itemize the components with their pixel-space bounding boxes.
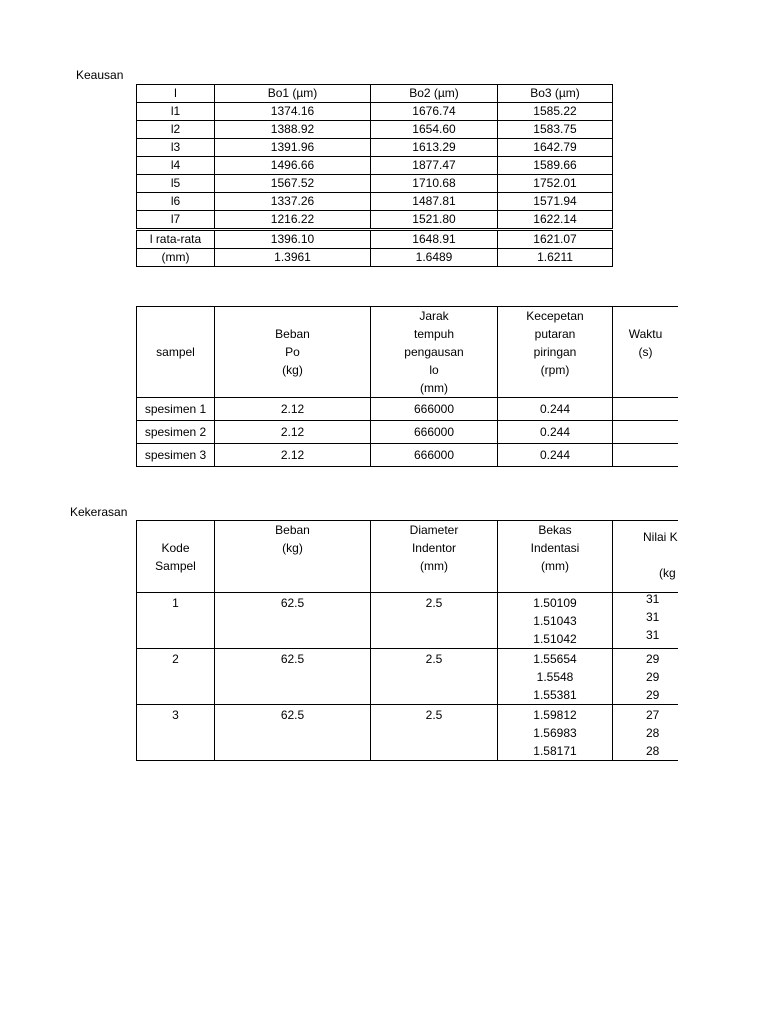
value-line: 28 bbox=[646, 726, 660, 740]
header-cell: l bbox=[137, 85, 215, 103]
header-line: Beban bbox=[275, 327, 310, 341]
header-cell-nilai bbox=[613, 521, 679, 593]
header-line: Jarak bbox=[419, 309, 449, 323]
table-cell: 666000 bbox=[371, 421, 498, 444]
table-cell: 2.12 bbox=[215, 421, 371, 444]
table-cell: 62.5 bbox=[215, 705, 371, 761]
value-line: 1.5548 bbox=[536, 670, 574, 684]
table-cell: 1622.14 bbox=[498, 211, 613, 230]
header-line: Kode bbox=[161, 540, 190, 555]
header-line: tempuh bbox=[413, 327, 455, 341]
table-cell bbox=[613, 398, 679, 421]
table-cell: 1.3961 bbox=[215, 249, 371, 267]
header-line: lo bbox=[429, 363, 439, 377]
header-line: pengausan bbox=[404, 345, 464, 359]
value-line: 31 bbox=[646, 628, 660, 642]
table-cell: l6 bbox=[137, 193, 215, 211]
table-header-row bbox=[137, 521, 679, 593]
table-row bbox=[137, 157, 613, 175]
table-cell bbox=[613, 421, 679, 444]
table-cell bbox=[613, 444, 679, 467]
wear-section-label: Keausan bbox=[76, 68, 124, 82]
value-line: 29 bbox=[646, 670, 660, 684]
table-cell: 0.244 bbox=[498, 421, 613, 444]
header-line: putaran bbox=[534, 327, 576, 341]
table-row bbox=[137, 398, 679, 421]
table-cell: 1 bbox=[137, 593, 215, 649]
header-line: Diameter bbox=[409, 523, 459, 537]
header-cell-beban bbox=[215, 521, 371, 593]
table-row bbox=[137, 103, 613, 121]
hardness-section-label: Kekerasan bbox=[70, 505, 128, 519]
table-cell: 1.6211 bbox=[498, 249, 613, 267]
value-line: 1.51043 bbox=[533, 614, 577, 628]
table-cell: 1648.91 bbox=[371, 230, 498, 249]
millimeter-row bbox=[137, 249, 613, 267]
header-line: Bekas bbox=[538, 523, 572, 537]
table-cell bbox=[498, 705, 613, 761]
table-row bbox=[137, 175, 613, 193]
table-cell: 1877.47 bbox=[371, 157, 498, 175]
value-line: 29 bbox=[646, 688, 660, 702]
header-line: Indentor bbox=[411, 541, 457, 555]
average-row bbox=[137, 230, 613, 249]
header-cell-jarak bbox=[371, 307, 498, 398]
table-cell: 1567.52 bbox=[215, 175, 371, 193]
header-line: (kg) bbox=[282, 363, 303, 377]
header-cell-bekas bbox=[498, 521, 613, 593]
header-cell-beban bbox=[215, 307, 371, 398]
table-cell: spesimen 2 bbox=[137, 421, 215, 444]
table-row bbox=[137, 121, 613, 139]
header-cell: Bo1 (µm) bbox=[215, 85, 371, 103]
value-line: 1.59812 bbox=[533, 708, 577, 722]
header-line: Beban bbox=[275, 523, 310, 537]
header-line: Waktu bbox=[628, 327, 663, 341]
table-cell: 2 bbox=[137, 649, 215, 705]
value-line: 31 bbox=[646, 592, 660, 606]
value-line: 1.58171 bbox=[533, 744, 577, 758]
table-cell: 1391.96 bbox=[215, 139, 371, 157]
table-cell: 1585.22 bbox=[498, 103, 613, 121]
value-line: 1.51042 bbox=[533, 632, 577, 646]
table-cell: l2 bbox=[137, 121, 215, 139]
table-cell: l1 bbox=[137, 103, 215, 121]
table-row bbox=[137, 193, 613, 211]
table-cell: 0.244 bbox=[498, 444, 613, 467]
table-header-row bbox=[137, 307, 679, 398]
table-cell: 1589.66 bbox=[498, 157, 613, 175]
header-line: Po bbox=[285, 345, 300, 359]
header-line: Kecepetan bbox=[526, 309, 584, 323]
hardness-table bbox=[136, 520, 679, 761]
value-line: 1.55654 bbox=[533, 652, 577, 666]
table-cell: spesimen 1 bbox=[137, 398, 215, 421]
header-line: Indentasi bbox=[530, 541, 580, 555]
table-cell: 1337.26 bbox=[215, 193, 371, 211]
table-cell: 62.5 bbox=[215, 649, 371, 705]
table-cell bbox=[613, 649, 679, 705]
table-cell: 1388.92 bbox=[215, 121, 371, 139]
table-row bbox=[137, 421, 679, 444]
specimen-table bbox=[136, 306, 679, 467]
table-cell: 1676.74 bbox=[371, 103, 498, 121]
table-cell: 1710.68 bbox=[371, 175, 498, 193]
table-row bbox=[137, 211, 613, 230]
table-cell: 2.12 bbox=[215, 444, 371, 467]
header-line: Sampel bbox=[155, 558, 196, 573]
header-line: (kg) bbox=[282, 541, 303, 555]
value-line: 31 bbox=[646, 610, 660, 624]
table-header-row bbox=[137, 85, 613, 103]
header-cell: Bo2 (µm) bbox=[371, 85, 498, 103]
header-line: (mm) bbox=[541, 559, 569, 573]
table-cell bbox=[613, 705, 679, 761]
table-cell bbox=[498, 649, 613, 705]
table-cell: l rata-rata bbox=[137, 230, 215, 249]
table-cell: 1.6489 bbox=[371, 249, 498, 267]
table-cell: 3 bbox=[137, 705, 215, 761]
table-row bbox=[137, 649, 679, 705]
table-cell bbox=[498, 593, 613, 649]
header-cell-sampel bbox=[137, 307, 215, 398]
header-line: (mm) bbox=[420, 381, 448, 395]
header-cell-kode bbox=[137, 521, 215, 593]
wear-measurement-table bbox=[136, 84, 613, 267]
table-cell: 2.5 bbox=[371, 649, 498, 705]
table-cell: l3 bbox=[137, 139, 215, 157]
value-line: 1.56983 bbox=[533, 726, 577, 740]
value-line: 1.55381 bbox=[533, 688, 577, 702]
table-row bbox=[137, 593, 679, 649]
table-cell: 666000 bbox=[371, 398, 498, 421]
header-line: (rpm) bbox=[540, 363, 570, 377]
value-line: 29 bbox=[646, 652, 660, 666]
table-cell: 1642.79 bbox=[498, 139, 613, 157]
table-cell: l4 bbox=[137, 157, 215, 175]
table-cell: 1521.80 bbox=[371, 211, 498, 230]
table-cell: 1571.94 bbox=[498, 193, 613, 211]
table-cell: 1654.60 bbox=[371, 121, 498, 139]
table-cell: 1752.01 bbox=[498, 175, 613, 193]
header-cell-diameter bbox=[371, 521, 498, 593]
header-line: (mm) bbox=[420, 559, 448, 573]
table-cell: l7 bbox=[137, 211, 215, 230]
table-row bbox=[137, 444, 679, 467]
page-clip-mask bbox=[678, 280, 768, 800]
table-cell: 1374.16 bbox=[215, 103, 371, 121]
table-cell: 0.244 bbox=[498, 398, 613, 421]
table-row bbox=[137, 705, 679, 761]
table-cell: (mm) bbox=[137, 249, 215, 267]
table-cell: 1583.75 bbox=[498, 121, 613, 139]
table-cell: 2.12 bbox=[215, 398, 371, 421]
header-line: piringan bbox=[533, 345, 577, 359]
table-cell: spesimen 3 bbox=[137, 444, 215, 467]
header-cell-kecepatan bbox=[498, 307, 613, 398]
table-cell: l5 bbox=[137, 175, 215, 193]
table-cell: 666000 bbox=[371, 444, 498, 467]
header-line: (s) bbox=[638, 345, 653, 359]
table-cell bbox=[613, 593, 679, 649]
table-cell: 2.5 bbox=[371, 705, 498, 761]
table-cell: 1487.81 bbox=[371, 193, 498, 211]
table-cell: 1216.22 bbox=[215, 211, 371, 230]
table-cell: 1613.29 bbox=[371, 139, 498, 157]
value-line: 28 bbox=[646, 744, 660, 758]
table-row bbox=[137, 139, 613, 157]
table-cell: 1621.07 bbox=[498, 230, 613, 249]
header-cell-waktu bbox=[613, 307, 679, 398]
value-line: 1.50109 bbox=[533, 596, 577, 610]
table-cell: 2.5 bbox=[371, 593, 498, 649]
table-cell: 1496.66 bbox=[215, 157, 371, 175]
header-line: sampel bbox=[156, 345, 195, 359]
table-cell: 1396.10 bbox=[215, 230, 371, 249]
header-cell: Bo3 (µm) bbox=[498, 85, 613, 103]
header-line: Nilai K bbox=[643, 530, 678, 544]
value-line: 27 bbox=[646, 708, 660, 722]
header-line bbox=[643, 546, 679, 564]
header-line: (kg bbox=[659, 566, 676, 580]
table-cell: 62.5 bbox=[215, 593, 371, 649]
